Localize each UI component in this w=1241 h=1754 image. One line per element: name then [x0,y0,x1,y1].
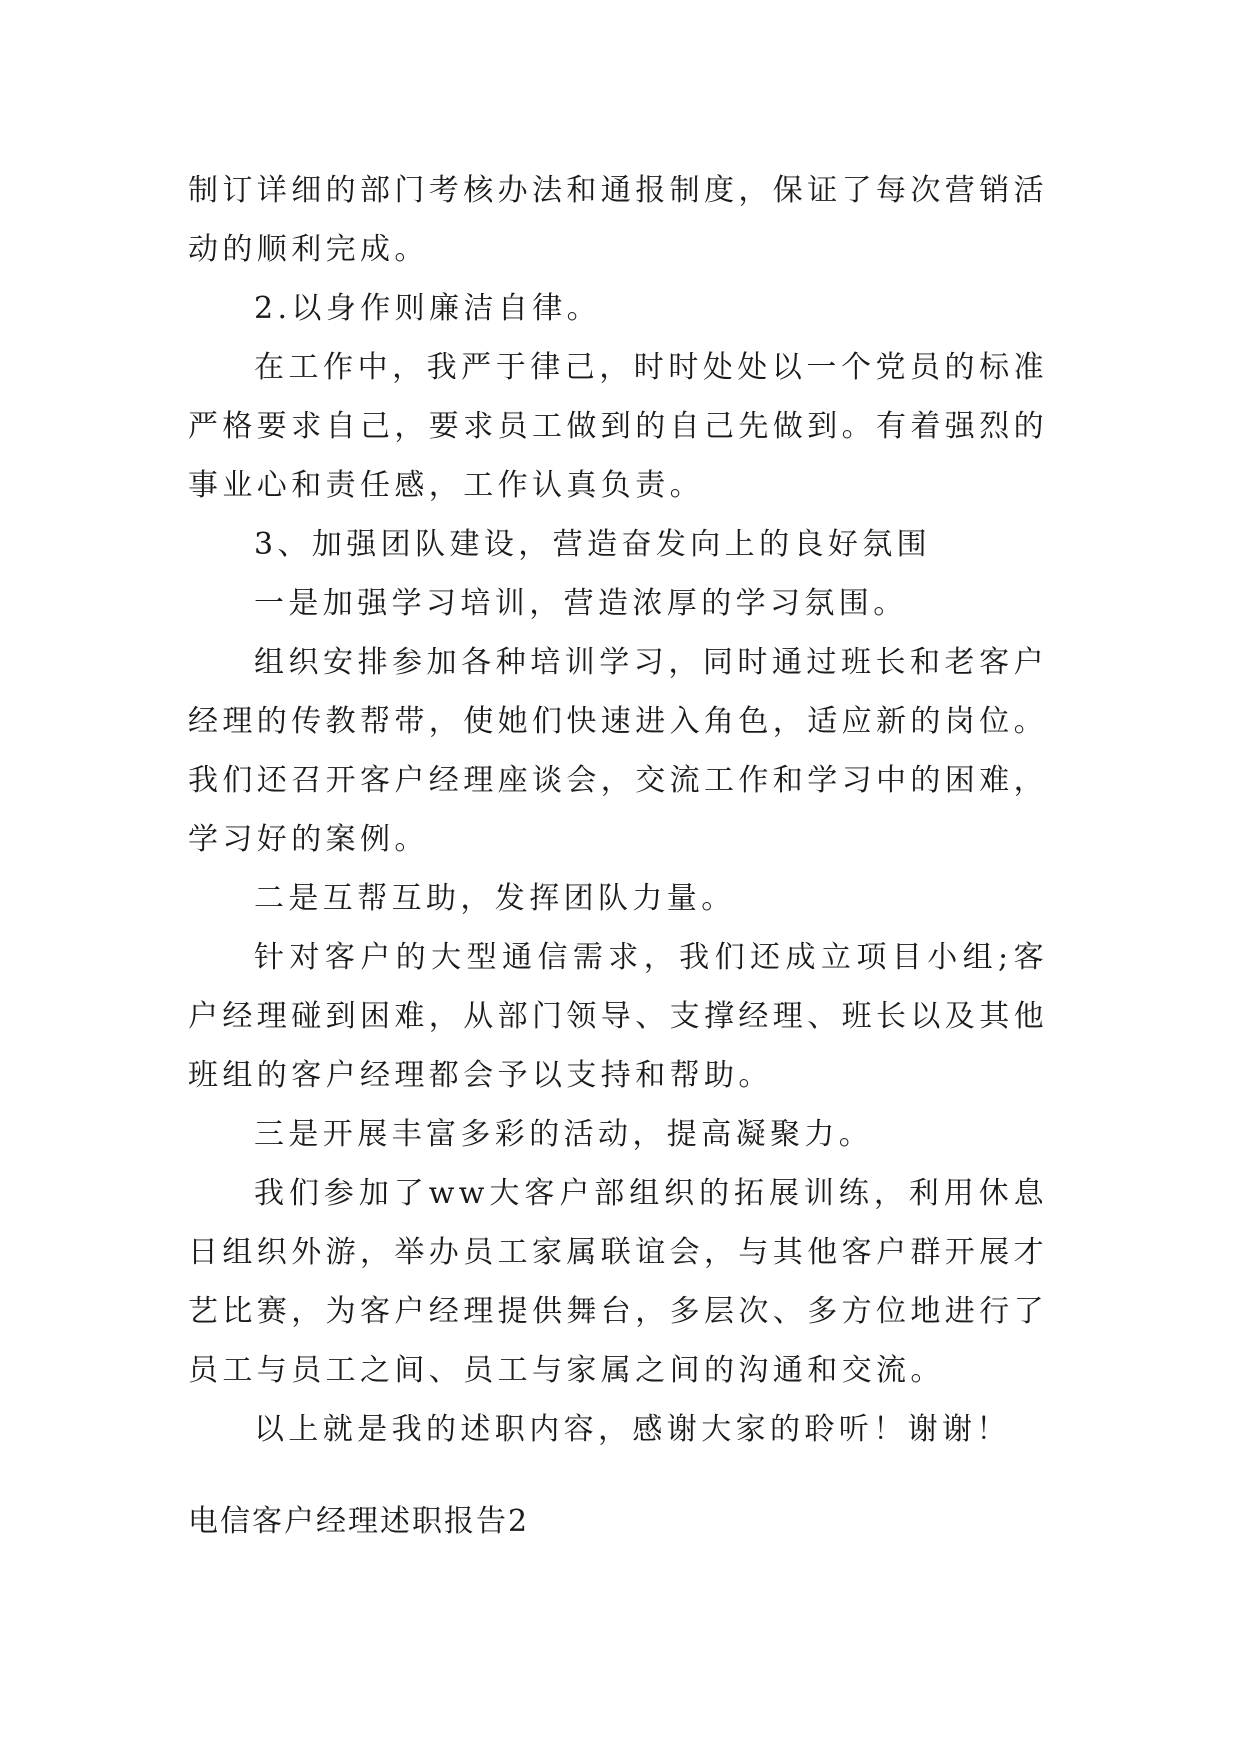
paragraph: 以上就是我的述职内容，感谢大家的聆听！谢谢！ [254,1412,1011,1447]
paragraph: 针对客户的大型通信需求，我们还成立项目小组;客户经理碰到困难，从部门领导、支撑经理、班长以及其他班组的客户经理都会予以支持和帮助。 [188,940,1048,1093]
paragraph: 组织安排参加各种培训学习，同时通过班长和老客户经理的传教帮带，使她们快速进入角色，适应新的岗位。我们还召开客户经理座谈会，交流工作和学习中的困难，学习好的案例。 [188,645,1048,857]
paragraph: 在工作中，我严于律己，时时处处以一个党员的标准严格要求自己，要求员工做到的自己先做到。有着强烈的事业心和责任感，工作认真负责。 [188,350,1048,503]
paragraph: 3、加强团队建设，营造奋发向上的良好氛围 [254,527,932,562]
paragraph: 三是开展丰富多彩的活动，提高凝聚力。 [254,1117,874,1152]
paragraph: 制订详细的部门考核办法和通报制度，保证了每次营销活动的顺利完成。 [188,173,1048,267]
paragraph: 2.以身作则廉洁自律。 [254,291,602,326]
paragraph: 我们参加了ww大客户部组织的拓展训练，利用休息日组织外游，举办员工家属联谊会，与其他客户群开展才艺比赛，为客户经理提供舞台，多层次、多方位地进行了员工与员工之间、员工与家属之间的沟通和交流。 [188,1176,1048,1388]
document-body [188,161,1048,1459]
paragraph: 二是互帮互助，发挥团队力量。 [254,881,736,916]
paragraph: 一是加强学习培训，营造浓厚的学习氛围。 [254,586,908,621]
section-title: 电信客户经理述职报告2 [188,1504,530,1539]
